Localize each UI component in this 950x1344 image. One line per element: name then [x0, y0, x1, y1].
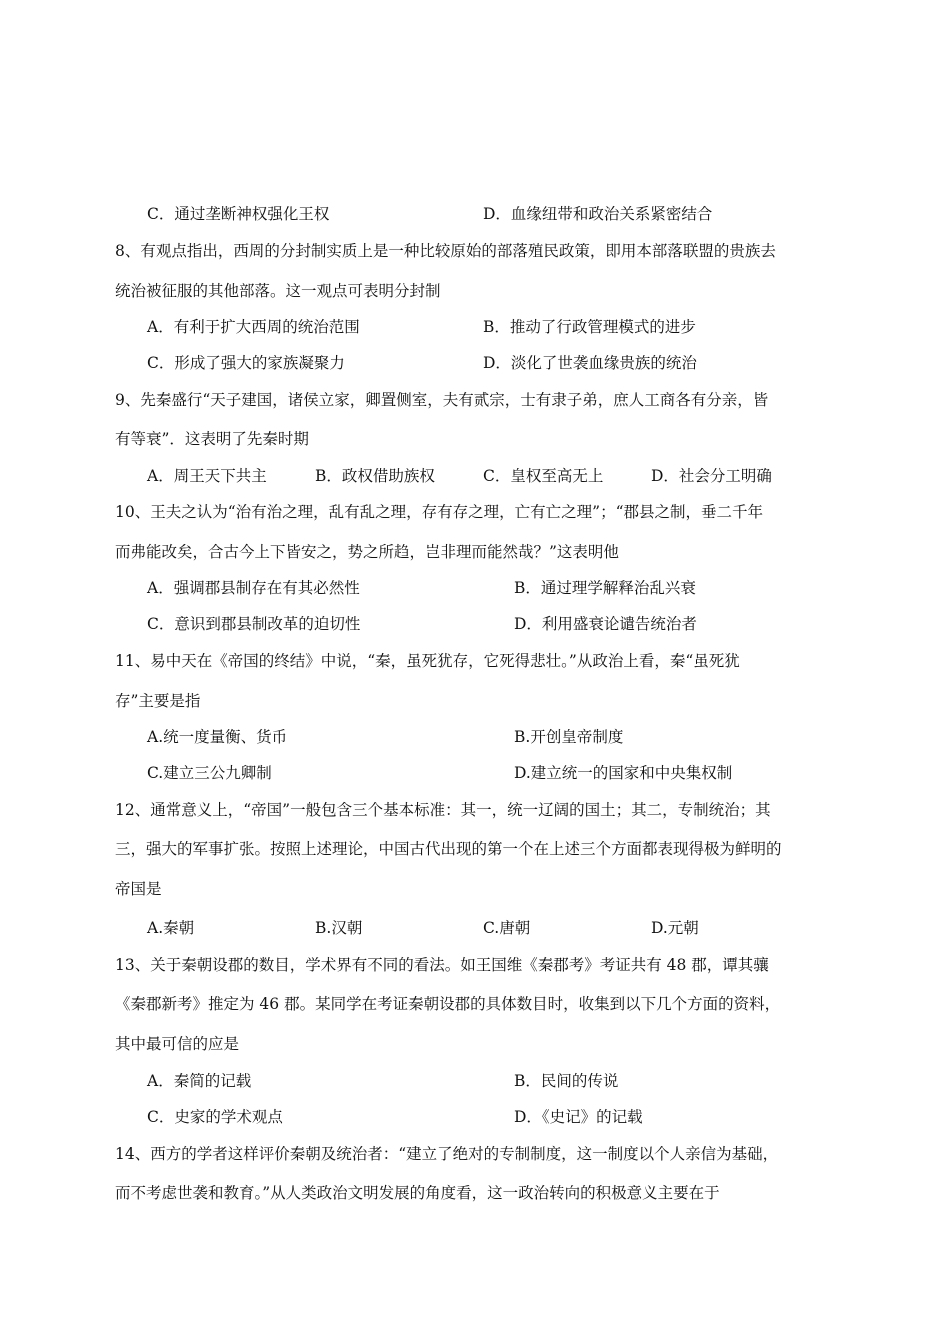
q10-stem-line-1: 10、王夫之认为“治有治之理，乱有乱之理，存有存之理，亡有亡之理”；“郡县之制，垂二千年: [115, 503, 763, 521]
q11-stem-line-1: 11、易中天在《帝国的终结》中说，“秦，虽死犹存，它死得悲壮。”从政治上看，秦“虽死犹: [115, 652, 740, 670]
q8-option-b: B．推动了行政管理模式的进步: [483, 318, 696, 336]
q12-option-c: C.唐朝: [483, 919, 531, 937]
q7-option-c: C．通过垄断神权强化王权: [147, 205, 330, 223]
q14-stem-line-1: 14、西方的学者这样评价秦朝及统治者：“建立了绝对的专制制度，这一制度以个人亲信为基础，: [115, 1145, 779, 1163]
q11-option-a: A.统一度量衡、货币: [147, 728, 288, 746]
q10-option-b: B．通过理学解释治乱兴衰: [514, 579, 696, 597]
q12-option-b: B.汉朝: [315, 919, 363, 937]
q9-option-c: C．皇权至高无上: [483, 467, 604, 485]
q14-stem-line-2: 而不考虑世袭和教育。”从人类政治文明发展的角度看，这一政治转向的积极意义主要在于: [115, 1184, 720, 1202]
q9-option-b: B．政权借助族权: [315, 467, 435, 485]
q13-option-a: A．秦简的记载: [147, 1072, 252, 1090]
q13-stem-line-3: 其中最可信的应是: [115, 1035, 240, 1053]
q10-option-d: D．利用盛衰论谴告统治者: [514, 615, 697, 633]
q13-stem-line-1: 13、关于秦朝设郡的数目，学术界有不同的看法。如王国维《秦郡考》考证共有 48 郡，谭其骧: [115, 956, 769, 974]
q9-stem-line-2: 有等衰”．这表明了先秦时期: [115, 430, 309, 448]
q9-option-d: D．社会分工明确: [651, 467, 772, 485]
q11-option-c: C.建立三公九卿制: [147, 764, 272, 782]
q7-option-d: D．血缘纽带和政治关系紧密结合: [483, 205, 713, 223]
q10-stem-line-2: 而弗能改矣，合古今上下皆安之，势之所趋，岂非理而能然哉？”这表明他: [115, 543, 619, 561]
q8-stem-line-2: 统治被征服的其他部落。这一观点可表明分封制: [115, 282, 441, 300]
q12-option-a: A.秦朝: [147, 919, 195, 937]
q11-option-b: B.开创皇帝制度: [514, 728, 624, 746]
q10-option-c: C．意识到郡县制改革的迫切性: [147, 615, 361, 633]
q13-option-c: C．史家的学术观点: [147, 1108, 283, 1126]
q12-stem-line-3: 帝国是: [115, 880, 162, 898]
q11-option-d: D.建立统一的国家和中央集权制: [514, 764, 733, 782]
q10-option-a: A．强调郡县制存在有其必然性: [147, 579, 360, 597]
q12-stem-line-1: 12、通常意义上，“帝国”一般包含三个基本标准：其一，统一辽阔的国土；其二，专制统治；其: [115, 801, 771, 819]
q12-option-d: D.元朝: [651, 919, 699, 937]
q8-option-d: D．淡化了世袭血缘贵族的统治: [483, 354, 697, 372]
q11-stem-line-2: 存”主要是指: [115, 692, 201, 710]
q9-option-a: A．周王天下共主: [147, 467, 267, 485]
q8-option-c: C．形成了强大的家族凝聚力: [147, 354, 345, 372]
q9-stem-line-1: 9、先秦盛行“天子建国，诸侯立家，卿置侧室，夫有贰宗，士有隶子弟，庶人工商各有分亲，皆: [115, 391, 769, 409]
q8-stem-line-1: 8、有观点指出，西周的分封制实质上是一种比较原始的部落殖民政策，即用本部落联盟的贵族去: [115, 242, 776, 260]
q8-option-a: A．有利于扩大西周的统治范围: [147, 318, 360, 336]
q13-stem-line-2: 《秦郡新考》推定为 46 郡。某同学在考证秦朝设郡的具体数目时，收集到以下几个方面的资料，: [115, 995, 781, 1013]
q13-option-b: B．民间的传说: [514, 1072, 619, 1090]
q13-option-d: D．《史记》的记载: [514, 1108, 643, 1126]
q12-stem-line-2: 三，强大的军事扩张。按照上述理论，中国古代出现的第一个在上述三个方面都表现得极为鲜明的: [115, 840, 782, 858]
